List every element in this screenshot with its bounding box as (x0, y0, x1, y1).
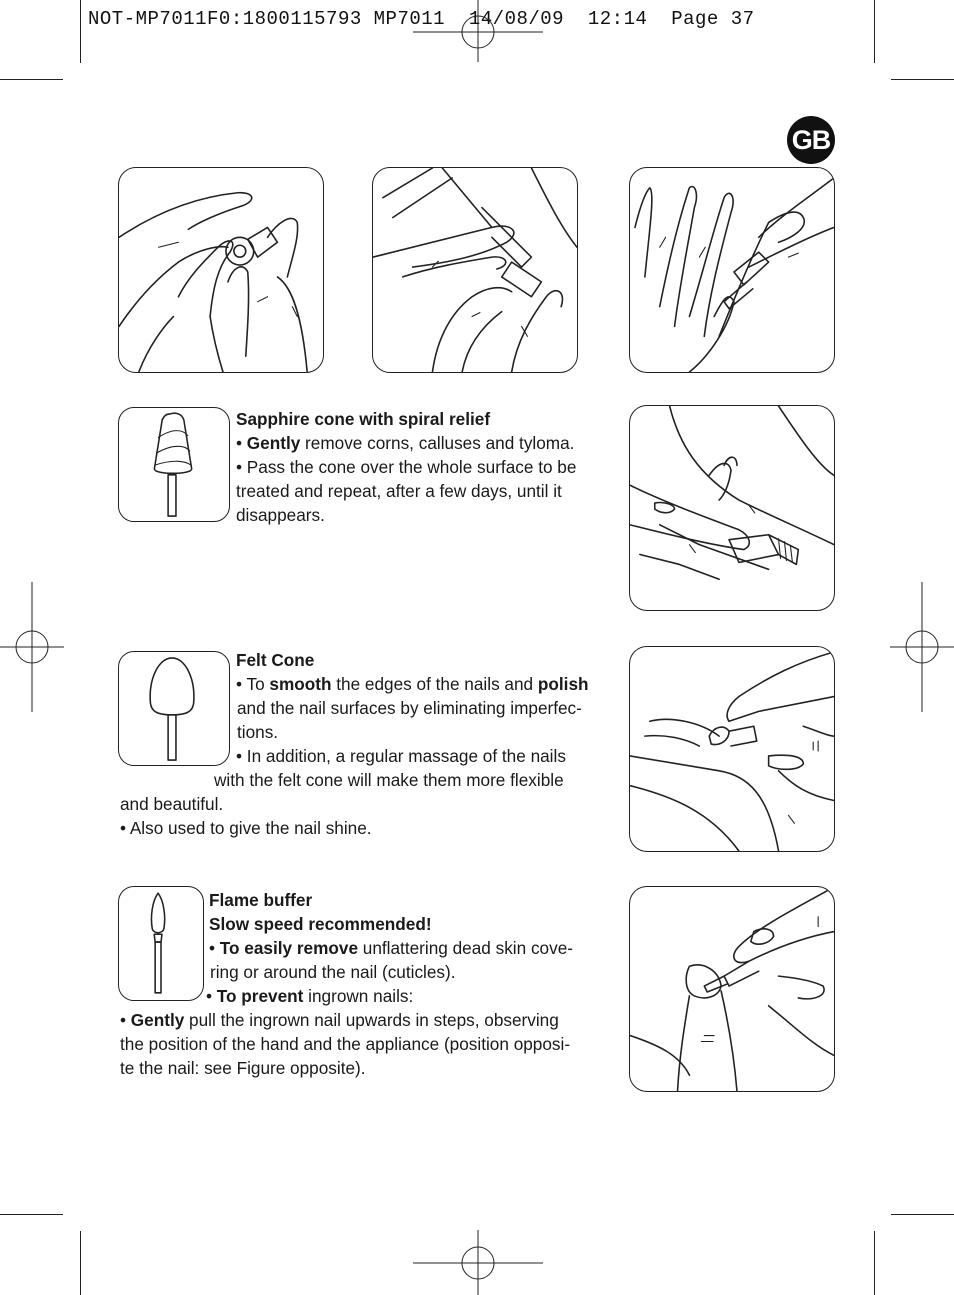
sapphire-bullet-2-cont: treated and repeat, after a few days, until it (236, 481, 562, 501)
felt-bullet-2: • In addition, a regular massage of the nails (236, 746, 566, 766)
illustration-finger-flame (629, 886, 835, 1092)
flame-bullet-1: • To easily remove unflattering dead skin cove- (209, 938, 573, 958)
felt-bullet-3: • Also used to give the nail shine. (120, 818, 372, 838)
registration-mark-bottom (413, 1230, 543, 1295)
illustration-hand-file-2 (372, 167, 578, 373)
illustration-hand-file-1 (118, 167, 324, 373)
flame-bullet-2: • To prevent ingrown nails: (206, 986, 414, 1006)
illustration-hand-felt (629, 646, 835, 852)
registration-mark-right (890, 582, 954, 712)
language-badge: GB (787, 116, 835, 164)
flame-subtitle: Slow speed recommended! (209, 914, 432, 934)
print-slug: NOT-MP7011F0:1800115793 MP7011 14/08/09 12:14 Page 37 (88, 8, 755, 30)
illustration-hand-file-3 (629, 167, 835, 373)
felt-bullet-1-cont: and the nail surfaces by eliminating imperfec- (237, 698, 582, 718)
sapphire-description (236, 407, 576, 527)
flame-description (120, 888, 573, 1080)
felt-bullet-1: • To smooth the edges of the nails and polish (236, 674, 589, 694)
flame-bullet-3-end: te the nail: see Figure opposite). (120, 1058, 366, 1078)
sapphire-bullet-2-end: disappears. (236, 505, 325, 525)
flame-title: Flame buffer (209, 890, 313, 910)
flame-bullet-3-cont: the position of the hand and the appliance (position opposi- (120, 1034, 571, 1054)
felt-title: Felt Cone (236, 650, 315, 670)
registration-mark-top (413, 0, 543, 64)
sapphire-bullet-2: • Pass the cone over the whole surface to be (236, 457, 577, 477)
sapphire-cone-icon (118, 407, 230, 522)
sapphire-bullet-1: • Gently remove corns, calluses and tyloma. (236, 433, 575, 453)
flame-bullet-1-cont: ring or around the nail (cuticles). (210, 962, 456, 982)
registration-mark-left (0, 582, 64, 712)
felt-bullet-1-end: tions. (237, 722, 279, 742)
felt-bullet-2-end: and beautiful. (120, 794, 224, 814)
felt-description (120, 648, 589, 840)
flame-bullet-3: • Gently pull the ingrown nail upwards in steps, observing (120, 1010, 559, 1030)
illustration-foot-sapphire (629, 405, 835, 611)
sapphire-title: Sapphire cone with spiral relief (236, 409, 491, 429)
felt-bullet-2-cont: with the felt cone will make them more flexible (214, 770, 564, 790)
